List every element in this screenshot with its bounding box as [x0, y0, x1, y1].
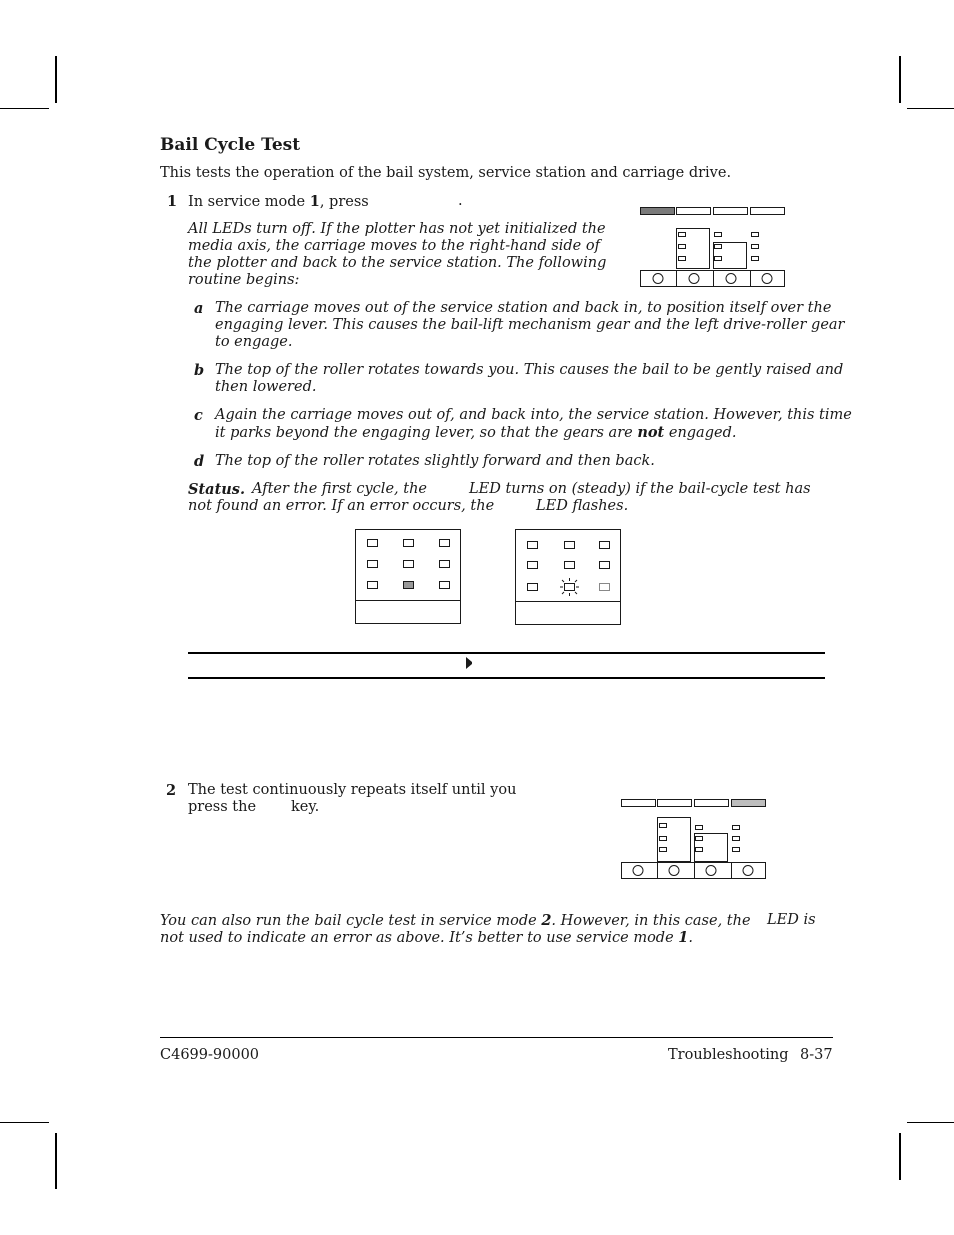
note-text: . [688, 930, 693, 946]
note-text: . However, in this case, the [551, 913, 751, 929]
substep-line: it parks beyond the engaging lever, so that the gears are [215, 425, 638, 441]
step-1-text [188, 193, 369, 211]
led [565, 562, 575, 569]
led [715, 233, 722, 237]
panel-button [706, 866, 716, 876]
led [733, 826, 740, 830]
led [733, 848, 740, 852]
substep-tail: engaged. [664, 425, 737, 441]
substep-letter: c [194, 407, 203, 424]
substep-line: The carriage moves out of the service station and back in, to position itself over the [215, 300, 832, 316]
panel-button [669, 866, 679, 876]
substep-line: The top of the roller rotates towards you. This causes the bail to be gently raised and [215, 362, 844, 378]
led [660, 837, 667, 841]
crop-mark [907, 108, 954, 109]
note-text: LED is [767, 912, 816, 928]
led [528, 542, 538, 549]
substep-line: to engage. [215, 334, 293, 350]
led [440, 540, 450, 547]
led-lit [404, 582, 414, 589]
led [679, 245, 686, 249]
led [715, 245, 722, 249]
led [696, 837, 703, 841]
led [600, 584, 610, 591]
led [660, 824, 667, 828]
led [752, 245, 759, 249]
led [528, 584, 538, 591]
led [600, 562, 610, 569]
step-1-mode: 1 [309, 193, 320, 210]
panel-key-pressed [732, 800, 766, 807]
substep-letter: d [194, 453, 205, 470]
led [565, 542, 575, 549]
led [696, 848, 703, 852]
step-1-desc-line: media axis, the carriage moves to the right-hand side of [188, 238, 600, 254]
footer-rule [160, 1037, 833, 1038]
note-text: not used to indicate an error as above. It’s better to use service mode [160, 930, 679, 946]
panel-key [622, 800, 656, 807]
substep-line: The top of the roller rotates slightly forward and then back. [215, 453, 655, 469]
panel-key [658, 800, 692, 807]
footer-section: Troubleshooting [668, 1047, 789, 1063]
panel-button [689, 274, 699, 284]
substep-letter: a [194, 300, 204, 317]
substep-line-with-emphasis [215, 424, 736, 442]
status-text: After the first cycle, the [252, 481, 427, 497]
led [679, 233, 686, 237]
panel-key [751, 208, 785, 215]
note-text: You can also run the bail cycle test in service mode [160, 913, 542, 929]
panel-button [743, 866, 753, 876]
footer-doc-number: C4699-90000 [160, 1047, 260, 1063]
panel-key [695, 800, 729, 807]
pointer-icon [465, 657, 473, 669]
crop-mark [0, 1122, 49, 1123]
led [440, 561, 450, 568]
note-mode: 2 [541, 912, 552, 929]
panel-block [658, 818, 691, 862]
led [404, 540, 414, 547]
substep-line: Again the carriage moves out of, and back into, the service station. However, this time [215, 407, 852, 423]
led [715, 257, 722, 261]
led [440, 582, 450, 589]
crop-mark [55, 1133, 57, 1189]
led-panel-error [515, 529, 623, 626]
status-text: not found an error. If an error occurs, the [188, 498, 495, 514]
led [752, 233, 759, 237]
panel-button [633, 866, 643, 876]
divider-rule [188, 652, 825, 654]
led [368, 540, 378, 547]
crop-mark [899, 1133, 901, 1180]
substep-letter: b [194, 362, 205, 379]
step-2-text: press the [188, 799, 257, 815]
panel-block [714, 243, 747, 269]
led [528, 562, 538, 569]
intro-text: This tests the operation of the bail system, service station and carriage drive. [160, 165, 732, 181]
crop-mark [0, 108, 49, 109]
led [404, 561, 414, 568]
front-panel-diagram-1 [640, 206, 790, 288]
step-1-desc-line: routine begins: [188, 272, 300, 288]
panel-key [677, 208, 711, 215]
crop-mark [899, 56, 901, 103]
emphasis-word: not [637, 424, 665, 441]
led [600, 542, 610, 549]
crop-mark [907, 1122, 954, 1123]
led [660, 848, 667, 852]
button-row [641, 271, 785, 287]
status-label: Status. [188, 481, 246, 498]
step-2-text: The test continuously repeats itself until you [188, 782, 517, 798]
front-panel-diagram-2 [620, 797, 770, 881]
step-1-desc-line: All LEDs turn off. If the plotter has not yet initialized the [188, 221, 606, 237]
step-2-text: key. [291, 799, 320, 815]
section-title: Bail Cycle Test [160, 135, 301, 155]
note-mode: 1 [678, 929, 689, 946]
note-line [160, 929, 693, 947]
led [679, 257, 686, 261]
panel-key [714, 208, 748, 215]
panel-button [726, 274, 736, 284]
step-1-text-b: , press [319, 194, 369, 210]
footer-page-number: 8-37 [800, 1047, 833, 1063]
led [752, 257, 759, 261]
led-panel-ok [355, 529, 463, 625]
step-1-period: . [458, 193, 463, 209]
substep-line: then lowered. [215, 379, 317, 395]
led [368, 561, 378, 568]
divider-rule [188, 677, 825, 679]
led [368, 582, 378, 589]
led [733, 837, 740, 841]
step-1-text-a: In service mode [188, 194, 310, 210]
crop-mark [55, 56, 57, 103]
led-flashing [565, 584, 575, 591]
panel-button [653, 274, 663, 284]
status-text: LED turns on (steady) if the bail-cycle test has [469, 481, 811, 497]
step-1-desc-line: the plotter and back to the service station. The following [188, 255, 607, 271]
step-number: 1 [167, 193, 178, 210]
note-line [160, 912, 751, 930]
substep-line: engaging lever. This causes the bail-lift mechanism gear and the left drive-roller gear [215, 317, 845, 333]
step-number: 2 [166, 782, 177, 799]
panel-key-pressed [641, 208, 675, 215]
flashing-rays-icon [560, 578, 579, 596]
status-text: LED flashes. [536, 498, 629, 514]
panel-button [762, 274, 772, 284]
led [696, 826, 703, 830]
